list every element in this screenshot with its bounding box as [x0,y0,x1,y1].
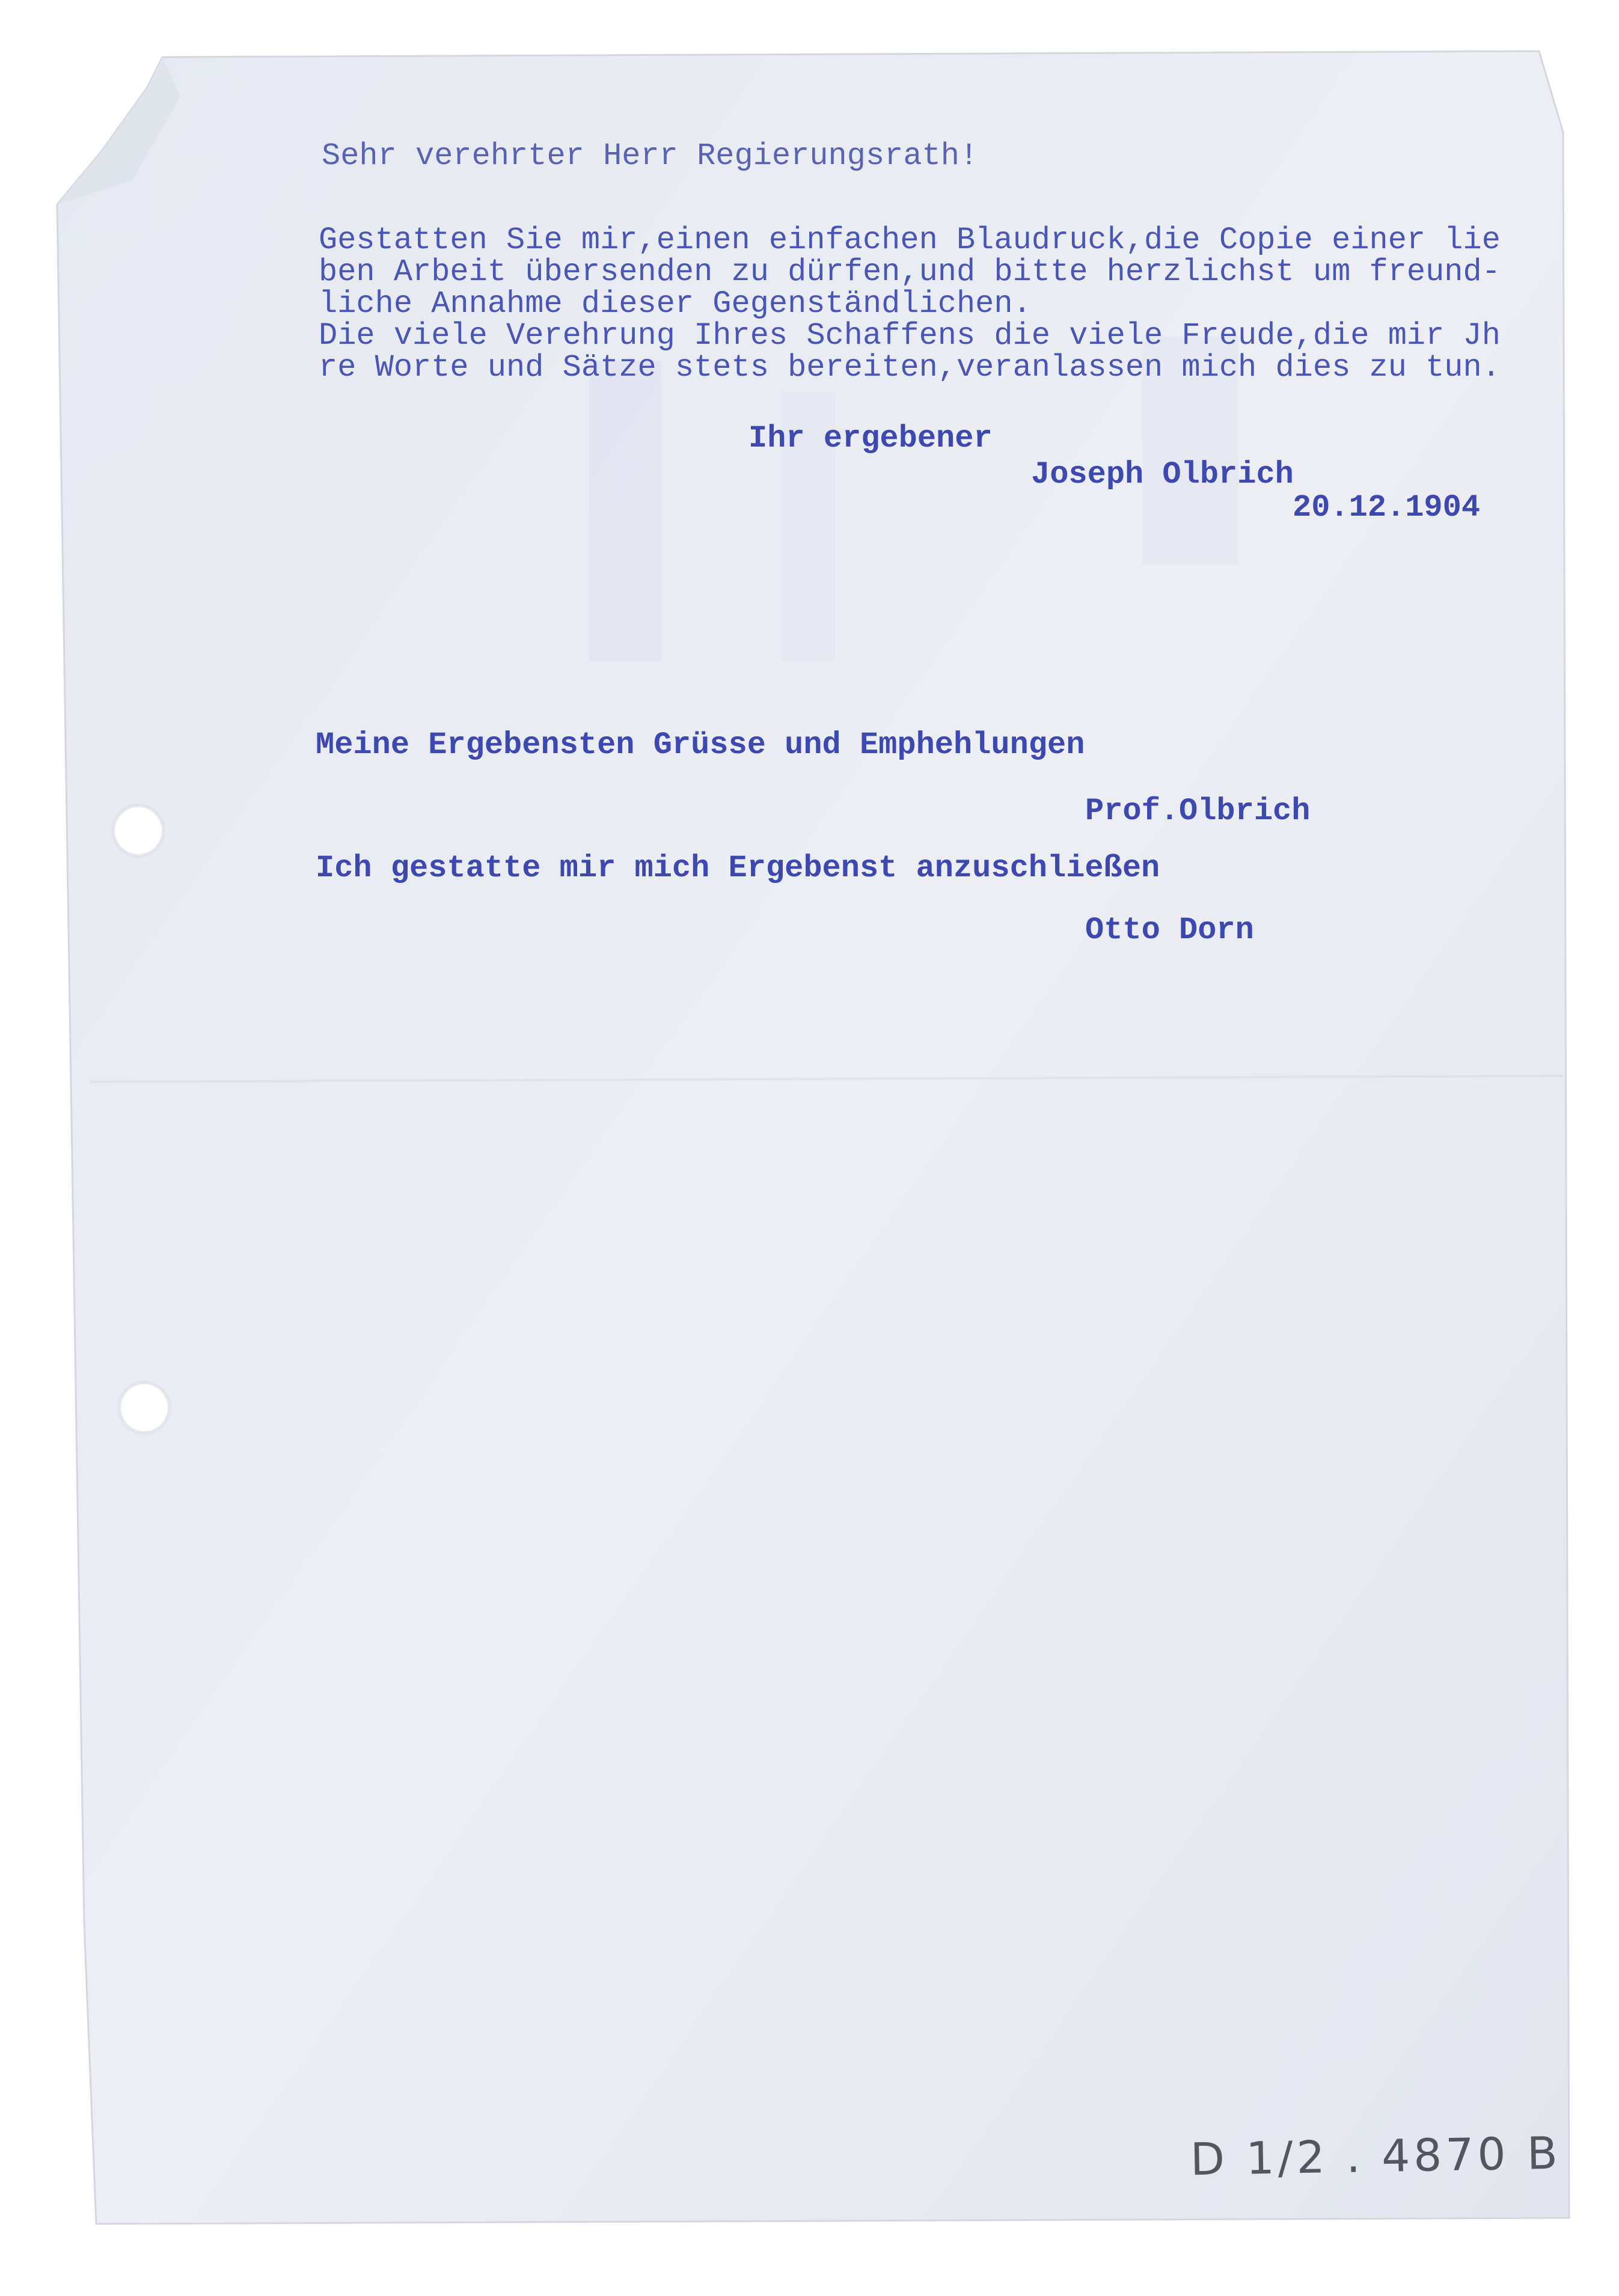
postscript-addendum: Ich gestatte mir mich Ergebenst anzuschließen [316,850,1160,886]
letter-date: 20.12.1904 [1293,490,1481,525]
punch-hole-top [113,805,164,856]
salutation: Sehr verehrter Herr Regierungsrath! [322,138,979,174]
paragraph-line-4: Die viele Verehrung Ihres Schaffens die viele Freude,die mir Jh [319,318,1501,353]
punch-hole-bottom [119,1382,170,1433]
paragraph-line-1: Gestatten Sie mir,einen einfachen Blaudruck,die Copie einer lie [319,222,1501,258]
paragraph-line-5: re Worte und Sätze stets bereiten,veranlassen mich dies zu tun. [319,350,1501,385]
signer-name: Joseph Olbrich [1031,457,1294,492]
postscript-greeting-signer: Prof.Olbrich [1085,793,1311,829]
paragraph-line-2: ben Arbeit übersenden zu dürfen,und bitte herzlichst um freund- [319,254,1501,290]
postscript-greeting: Meine Ergebensten Grüsse und Emphehlungen [316,727,1085,763]
archive-mark: D 1/2 . 4870 B [1190,2127,1562,2186]
postscript-addendum-signer: Otto Dorn [1085,912,1254,948]
paragraph-line-3: liche Annahme dieser Gegenständlichen. [319,286,1032,322]
closing: Ihr ergebener [748,421,993,456]
